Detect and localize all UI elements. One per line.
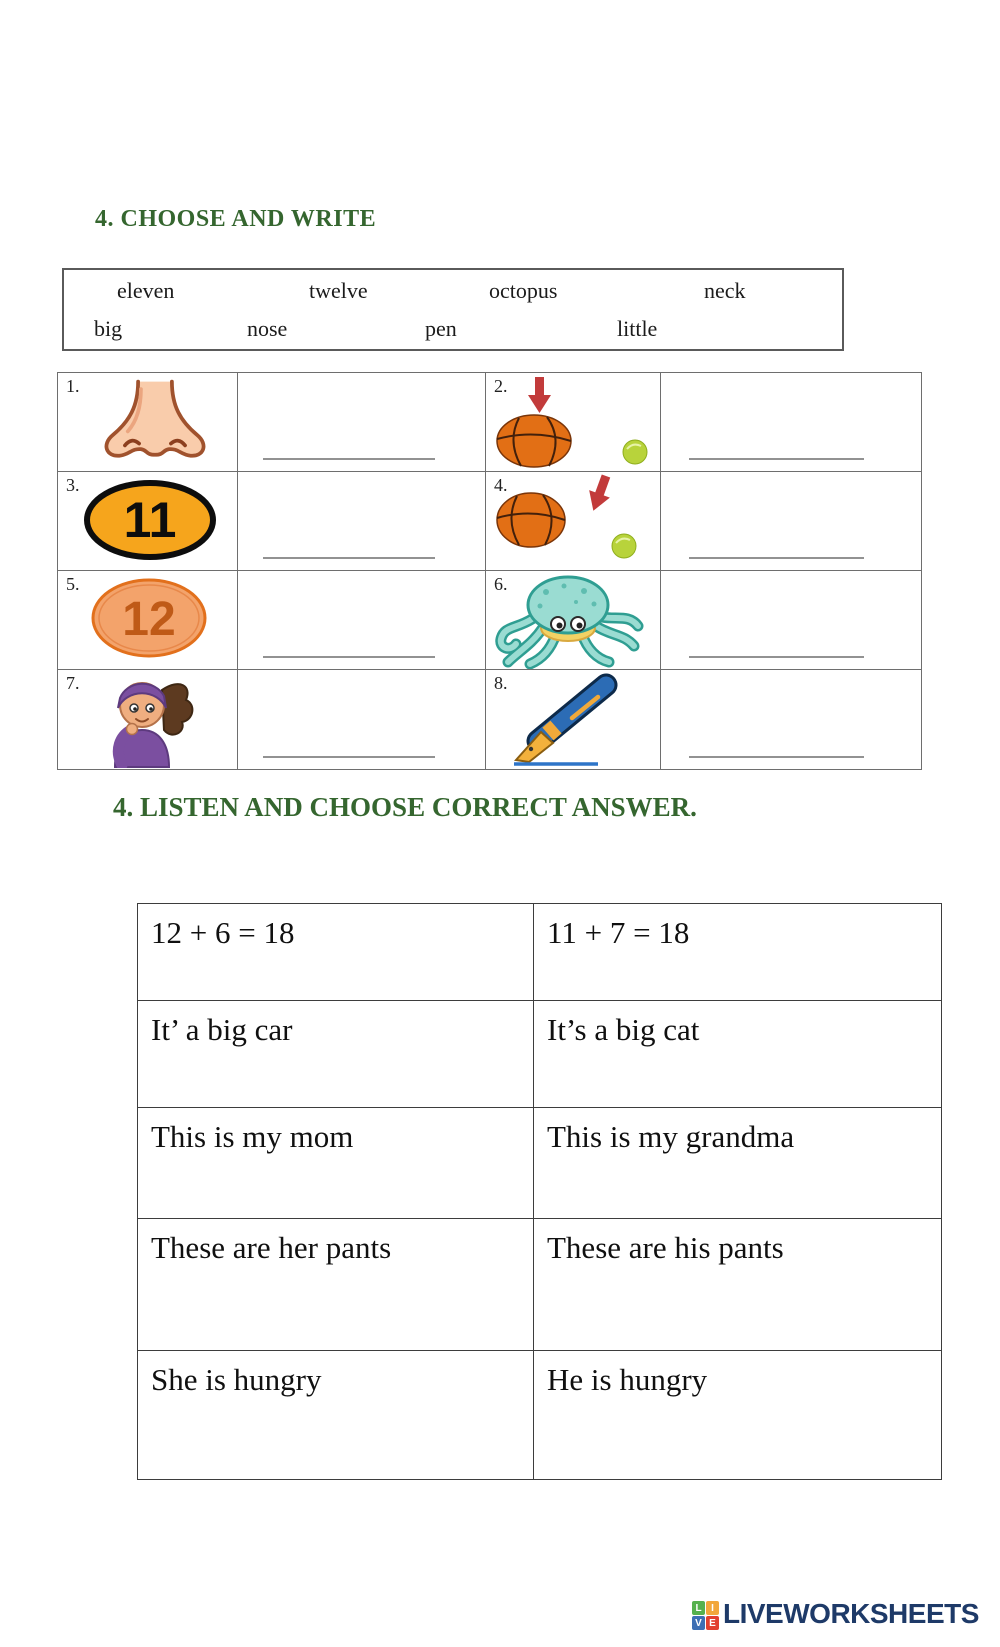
number-12-badge-image: [58, 571, 238, 675]
logo-tile-l: L: [692, 1601, 705, 1615]
cell-number: 2.: [494, 376, 508, 396]
answer-line[interactable]: [263, 557, 435, 559]
logo-tile-i: I: [706, 1601, 719, 1615]
badge-11-label: 11: [123, 492, 177, 548]
cell-number: 5.: [66, 574, 80, 594]
answer-line[interactable]: [689, 458, 864, 460]
answer-field-5[interactable]: [238, 571, 486, 670]
choice-row1-right[interactable]: 11 + 7 = 18: [534, 904, 941, 1001]
choice-row4-left[interactable]: These are her pants: [138, 1219, 534, 1351]
answer-field-6[interactable]: [661, 571, 921, 670]
answer-field-2[interactable]: [661, 373, 921, 472]
grid-cell-6: [486, 571, 661, 670]
answer-line[interactable]: [263, 458, 435, 460]
number-11-badge-image: [58, 472, 238, 576]
octopus-image: [494, 574, 646, 674]
answer-field-8[interactable]: [661, 670, 921, 769]
choice-row5-right[interactable]: He is hungry: [534, 1351, 941, 1479]
word-bank-word: octopus: [489, 278, 558, 303]
picture-grid-table: [57, 372, 922, 770]
grid-cell-8: [486, 670, 661, 769]
answer-line[interactable]: [689, 656, 864, 658]
grid-cell-2: [486, 373, 661, 472]
liveworksheets-wordmark: LIVEWORKSHEETS: [723, 1598, 979, 1629]
cell-number: 6.: [494, 574, 508, 594]
cell-number: 8.: [494, 673, 508, 693]
liveworksheets-logo-icon: [692, 1601, 719, 1630]
word-bank-word: twelve: [309, 278, 368, 303]
answer-field-7[interactable]: [238, 670, 486, 769]
answer-line[interactable]: [689, 557, 864, 559]
word-bank: [62, 268, 844, 351]
choice-row5-left[interactable]: She is hungry: [138, 1351, 534, 1479]
logo-tile-e: E: [706, 1616, 719, 1630]
grid-cell-3: [58, 472, 238, 571]
word-bank-word: neck: [704, 278, 746, 303]
word-bank-word: nose: [247, 316, 288, 341]
answer-line[interactable]: [689, 756, 864, 758]
word-bank-word: big: [94, 316, 123, 341]
word-bank-word: little: [617, 316, 658, 341]
choice-row4-right[interactable]: These are his pants: [534, 1219, 941, 1351]
choice-table: [137, 903, 942, 1480]
answer-field-1[interactable]: [238, 373, 486, 472]
cell-number: 7.: [66, 673, 80, 693]
nose-image: [94, 377, 216, 470]
choice-row3-right[interactable]: This is my grandma: [534, 1108, 941, 1219]
pen-image: [496, 671, 646, 773]
exercise1-title: 4. CHOOSE AND WRITE: [95, 206, 377, 232]
choice-row2-left[interactable]: It’ a big car: [138, 1001, 534, 1108]
grid-cell-4: [486, 472, 661, 571]
word-bank-word: eleven: [117, 278, 175, 303]
grid-cell-1: [58, 373, 238, 472]
choice-row2-right[interactable]: It’s a big cat: [534, 1001, 941, 1108]
cell-number: 3.: [66, 475, 80, 495]
answer-line[interactable]: [263, 656, 435, 658]
grid-cell-5: [58, 571, 238, 670]
grid-cell-7: [58, 670, 238, 769]
word-bank-word: pen: [425, 316, 457, 341]
choice-row1-left[interactable]: 12 + 6 = 18: [138, 904, 534, 1001]
cell-number: 1.: [66, 376, 80, 396]
arrow-at-big-ball-image: [486, 373, 661, 477]
badge-12-label: 12: [122, 593, 176, 646]
choice-row3-left[interactable]: This is my mom: [138, 1108, 534, 1219]
arrow-at-little-ball-image: [486, 472, 661, 576]
girl-pointing-neck-image: [70, 672, 220, 773]
exercise2-title: 4. LISTEN AND CHOOSE CORRECT ANSWER.: [113, 792, 697, 822]
answer-line[interactable]: [263, 756, 435, 758]
answer-field-4[interactable]: [661, 472, 921, 571]
answer-field-3[interactable]: [238, 472, 486, 571]
liveworksheets-logo[interactable]: [692, 1597, 979, 1631]
logo-tile-v: V: [692, 1616, 705, 1630]
cell-number: 4.: [494, 475, 508, 495]
